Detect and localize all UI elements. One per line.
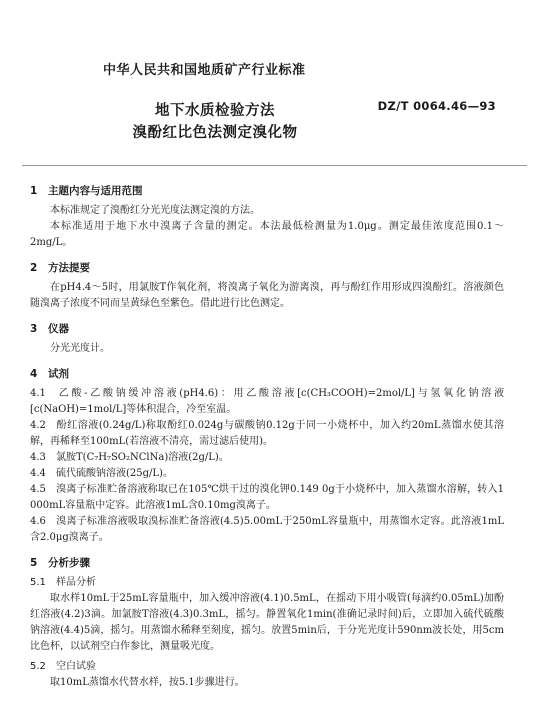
subsection-title: 空白试验 bbox=[56, 661, 96, 672]
paragraph: 本标准规定了溴酚红分光光度法测定溴的方法。 bbox=[50, 205, 260, 216]
item-number: 4.3 bbox=[30, 452, 46, 463]
section-2 bbox=[30, 260, 504, 312]
reagent-item bbox=[30, 466, 504, 482]
section-number: 4 bbox=[30, 368, 38, 380]
section-heading bbox=[30, 366, 504, 382]
section-title: 分析步骤 bbox=[48, 557, 90, 569]
issuer-heading: 中华人民共和国地质矿产行业标准 bbox=[103, 63, 306, 78]
reagent-item bbox=[30, 386, 504, 418]
reagent-item bbox=[30, 450, 504, 466]
reagent-item bbox=[30, 418, 504, 450]
paragraph: 本标准适用于地下水中溴离子含量的测定。本法最低检测量为1.0μg。测定最佳浓度范围0.1～2mg/L。 bbox=[30, 221, 504, 248]
section-title: 主题内容与适用范围 bbox=[48, 185, 143, 197]
subsection-heading bbox=[30, 575, 504, 591]
section-title: 方法提要 bbox=[48, 262, 90, 274]
section-5 bbox=[30, 555, 504, 691]
subsection-number: 5.1 bbox=[30, 577, 46, 588]
section-1 bbox=[30, 183, 504, 251]
item-text: 溴离子标准溶液吸取溴标准贮备溶液(4.5)5.00mL于250mL容量瓶中，用蒸馏水定容。此溶液1mL含2.0μg溴离子。 bbox=[30, 516, 504, 543]
item-text: 溴离子标准贮备溶液称取已在105℃烘干过的溴化钾0.149 0g于小烧杯中，加入蒸馏水溶解，转入1 000mL容量瓶中定容。此溶液1mL含0.10mg溴离子。 bbox=[30, 484, 504, 511]
section-heading bbox=[30, 183, 504, 199]
section-number: 1 bbox=[30, 185, 38, 197]
section-title: 仪器 bbox=[48, 323, 69, 335]
item-number: 4.4 bbox=[30, 468, 46, 479]
item-text: 硫代硫酸钠溶液(25g/L)。 bbox=[56, 468, 173, 479]
item-text: 酚红溶液(0.24g/L)称取酚红0.024g与碳酸钠0.12g于同一小烧杯中，加入约20mL蒸馏水使其溶解，再稀释至100mL(若溶液不清亮，需过滤后使用)。 bbox=[30, 420, 504, 447]
header-divider bbox=[22, 165, 527, 166]
section-heading bbox=[30, 321, 504, 337]
document-body bbox=[30, 183, 504, 700]
section-heading bbox=[30, 555, 504, 571]
paragraph: 分光光度计。 bbox=[50, 343, 110, 354]
section-title: 试剂 bbox=[48, 368, 69, 380]
section-4 bbox=[30, 366, 504, 546]
standard-code: DZ/T 0064.46—93 bbox=[377, 99, 496, 113]
item-number: 4.6 bbox=[30, 516, 46, 527]
paragraph: 取10mL蒸馏水代替水样，按5.1步骤进行。 bbox=[50, 677, 245, 688]
section-number: 2 bbox=[30, 262, 38, 274]
document-title-line2: 溴酚红比色法测定溴化物 bbox=[132, 125, 298, 141]
paragraph: 取水样10mL于25mL容量瓶中，加入缓冲溶液(4.1)0.5mL，在摇动下用小吸管(每滴约0.05mL)加酚红溶液(4.2)3滴。加氯胺T溶液(4.3)0.3mL，摇匀。静置氧化1min(准确记录时间)后，立即加入硫代硫酸钠溶液(4.4)5滴，摇匀。用蒸馏水稀释至刻度，摇匀。放置5min后，于分光光度计590nm波长处，用5cm比色杯，以试剂空白作参比，测量吸光度。 bbox=[30, 593, 504, 652]
document-title-line1: 地下水质检验方法 bbox=[155, 103, 275, 119]
paragraph: 在pH4.4～5时，用氯胺T作氧化剂，将溴离子氧化为游离溴，再与酚红作用形成四溴酚红。溶液颜色随溴离子浓度不同而呈黄绿色至紫色。借此进行比色测定。 bbox=[30, 282, 504, 309]
section-heading bbox=[30, 260, 504, 276]
section-number: 3 bbox=[30, 323, 38, 335]
item-number: 4.1 bbox=[30, 388, 46, 399]
item-text: 氯胺T(C₇H₇SO₂NClNa)溶液(2g/L)。 bbox=[56, 452, 229, 463]
item-text: 乙酸-乙酸钠缓冲溶液(pH4.6)：用乙酸溶液[c(CH₃COOH)=2mol/L]与氢氧化钠溶液[c(NaOH)=1mol/L]等体积混合，冷至室温。 bbox=[30, 388, 504, 415]
reagent-item bbox=[30, 514, 504, 546]
item-number: 4.5 bbox=[30, 484, 46, 495]
section-number: 5 bbox=[30, 557, 38, 569]
section-3 bbox=[30, 321, 504, 357]
subsection-heading bbox=[30, 659, 504, 675]
subsection-number: 5.2 bbox=[30, 661, 46, 672]
item-number: 4.2 bbox=[30, 420, 46, 431]
subsection-title: 样品分析 bbox=[56, 577, 96, 588]
reagent-item bbox=[30, 482, 504, 514]
